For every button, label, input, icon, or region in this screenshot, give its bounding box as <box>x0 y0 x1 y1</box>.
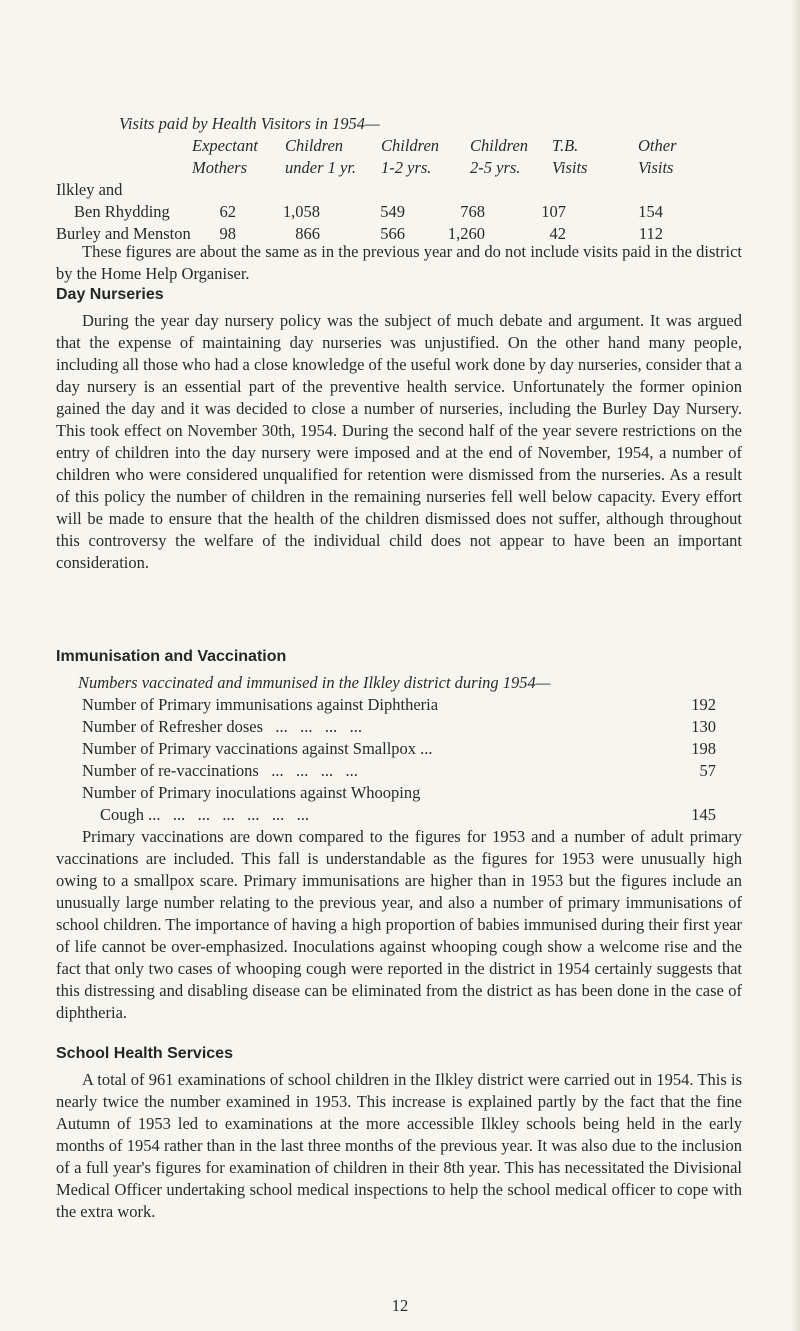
cell: 549 <box>380 202 405 221</box>
header-expectant: Expectant <box>192 136 258 155</box>
header-tb: T.B. <box>552 136 579 155</box>
header-other-visits: Visits <box>638 158 674 177</box>
list-item <box>82 694 742 716</box>
list-item <box>82 804 742 826</box>
header-other: Other <box>638 136 677 155</box>
item-label: Number of Primary vaccinations against Smallpox ... <box>82 739 433 758</box>
header-under-1: under 1 yr. <box>285 158 357 177</box>
item-label: Number of Primary inoculations against Whooping <box>82 783 421 802</box>
header-1-2: 1-2 yrs. <box>381 158 432 177</box>
row-label-ilkley: Ilkley and <box>56 180 123 199</box>
cell: 566 <box>380 224 405 243</box>
day-nurseries-paragraph: During the year day nursery policy was the subject of much debate and argument. It was argued that the expense of maintaining day nurseries was unjustified. On the other hand many people, including all those who had a close knowledge of the useful work done by day nurseries, consider that a day nursery is an essential part of the preventive health service. Unfortunately the former opinion gained the day and it was decided to close a number of nurseries, including the Burley Day Nursery. This took effect on November 30th, 1954. During the second half of the year severe restrictions on the entry of children into the day nursery were imposed and at the end of November, 1954, a number of children who were considered unqualified for retention were dismissed from the nurseries. As a result of this policy the number of children in the remaining nurseries fell well below capacity. Every effort will be made to ensure that the health of the children dismissed does not suffer, although throughout this controversy the welfare of the individual child does not appear to have been an important consideration. <box>56 311 742 572</box>
list-item <box>82 782 742 804</box>
list-item <box>82 738 742 760</box>
row-label-ben-rhydding: Ben Rhydding <box>74 202 170 221</box>
cell: 1,058 <box>282 202 320 221</box>
item-value: 57 <box>699 761 716 780</box>
item-value: 145 <box>691 805 716 824</box>
immunisation-list <box>78 672 742 826</box>
immunisation-heading: Immunisation and Vaccination <box>56 648 287 665</box>
header-2-5: 2-5 yrs. <box>470 158 521 177</box>
header-children-1: Children <box>285 136 344 155</box>
page-number: 12 <box>391 1296 409 1315</box>
immunisation-caption <box>78 672 742 694</box>
cell: 768 <box>460 202 485 221</box>
item-label: Number of re-vaccinations ... ... ... ... <box>82 761 358 780</box>
day-nurseries-heading: Day Nurseries <box>56 286 164 303</box>
header-children-2: Children <box>381 136 440 155</box>
cell: 42 <box>549 224 566 243</box>
visits-header-row-1 <box>82 135 742 157</box>
cell: 107 <box>541 202 566 221</box>
header-mothers: Mothers <box>192 158 247 177</box>
school-health-paragraph: A total of 961 examinations of school children in the Ilkley district were carried out in 1954. This is nearly twice the number examined in 1953. This increase is explained partly by the fact that the fine Autumn of 1953 led to examinations at the more accessible Ilkley schools being held in the early months of 1954 rather than in the last three months of the previous year. It was also due to the inclusion of a full year's figures for examination of children in their 8th year. This has necessitated the Divisional Medical Officer undertaking school medical inspections to help the school medical officer to cope with the extra work. <box>56 1070 742 1221</box>
visits-header-row-2 <box>82 157 742 179</box>
list-item <box>82 760 742 782</box>
item-value: 192 <box>691 695 716 714</box>
cell: 112 <box>638 224 663 243</box>
immunisation-caption-text: Numbers vaccinated and immunised in the Ilkley district during 1954— <box>78 673 551 692</box>
cell: 98 <box>219 224 236 243</box>
cell: 154 <box>638 202 663 221</box>
visits-caption: Visits paid by Health Visitors in 1954— <box>119 114 380 133</box>
cell: 62 <box>219 202 236 221</box>
row-label-burley-menston: Burley and Menston <box>56 224 191 243</box>
visits-table <box>56 113 742 245</box>
cell: 1,260 <box>447 224 485 243</box>
table-row <box>74 201 742 223</box>
immunisation-paragraph: Primary vaccinations are down compared to the figures for 1953 and a number of adult primary vaccinations are included. This fall is understandable as the figures for 1953 were unusually high owing to a smallpox scare. Primary immunisations are higher than in 1953 but the figures include an unusually large number relating to the previous year, and also a number of primary immunisations of school children. The importance of having a high proportion of babies immunised during their first year of life cannot be over-emphasized. Inoculations against whooping cough show a welcome rise and the fact that only two cases of whooping cough were reported in the district in 1954 certainly suggests that this distressing and disabling disease can be eliminated from the district as has been done in the case of diphtheria. <box>56 827 742 1022</box>
school-health-heading: School Health Services <box>56 1045 233 1062</box>
item-value: 198 <box>691 739 716 758</box>
item-label: Cough ... ... ... ... ... ... ... <box>100 805 310 824</box>
item-label: Number of Primary immunisations against Diphtheria <box>82 695 439 714</box>
visits-note: These figures are about the same as in the previous year and do not include visits paid in the district by the Home Help Organiser. <box>56 242 742 283</box>
header-tb-visits: Visits <box>552 158 588 177</box>
table-row-label-line <box>56 179 742 201</box>
list-item <box>82 716 742 738</box>
item-value: 130 <box>691 717 716 736</box>
item-label: Number of Refresher doses ... ... ... ... <box>82 717 362 736</box>
page-edge-shadow <box>791 0 800 1331</box>
header-children-3: Children <box>470 136 529 155</box>
cell: 866 <box>295 224 320 243</box>
